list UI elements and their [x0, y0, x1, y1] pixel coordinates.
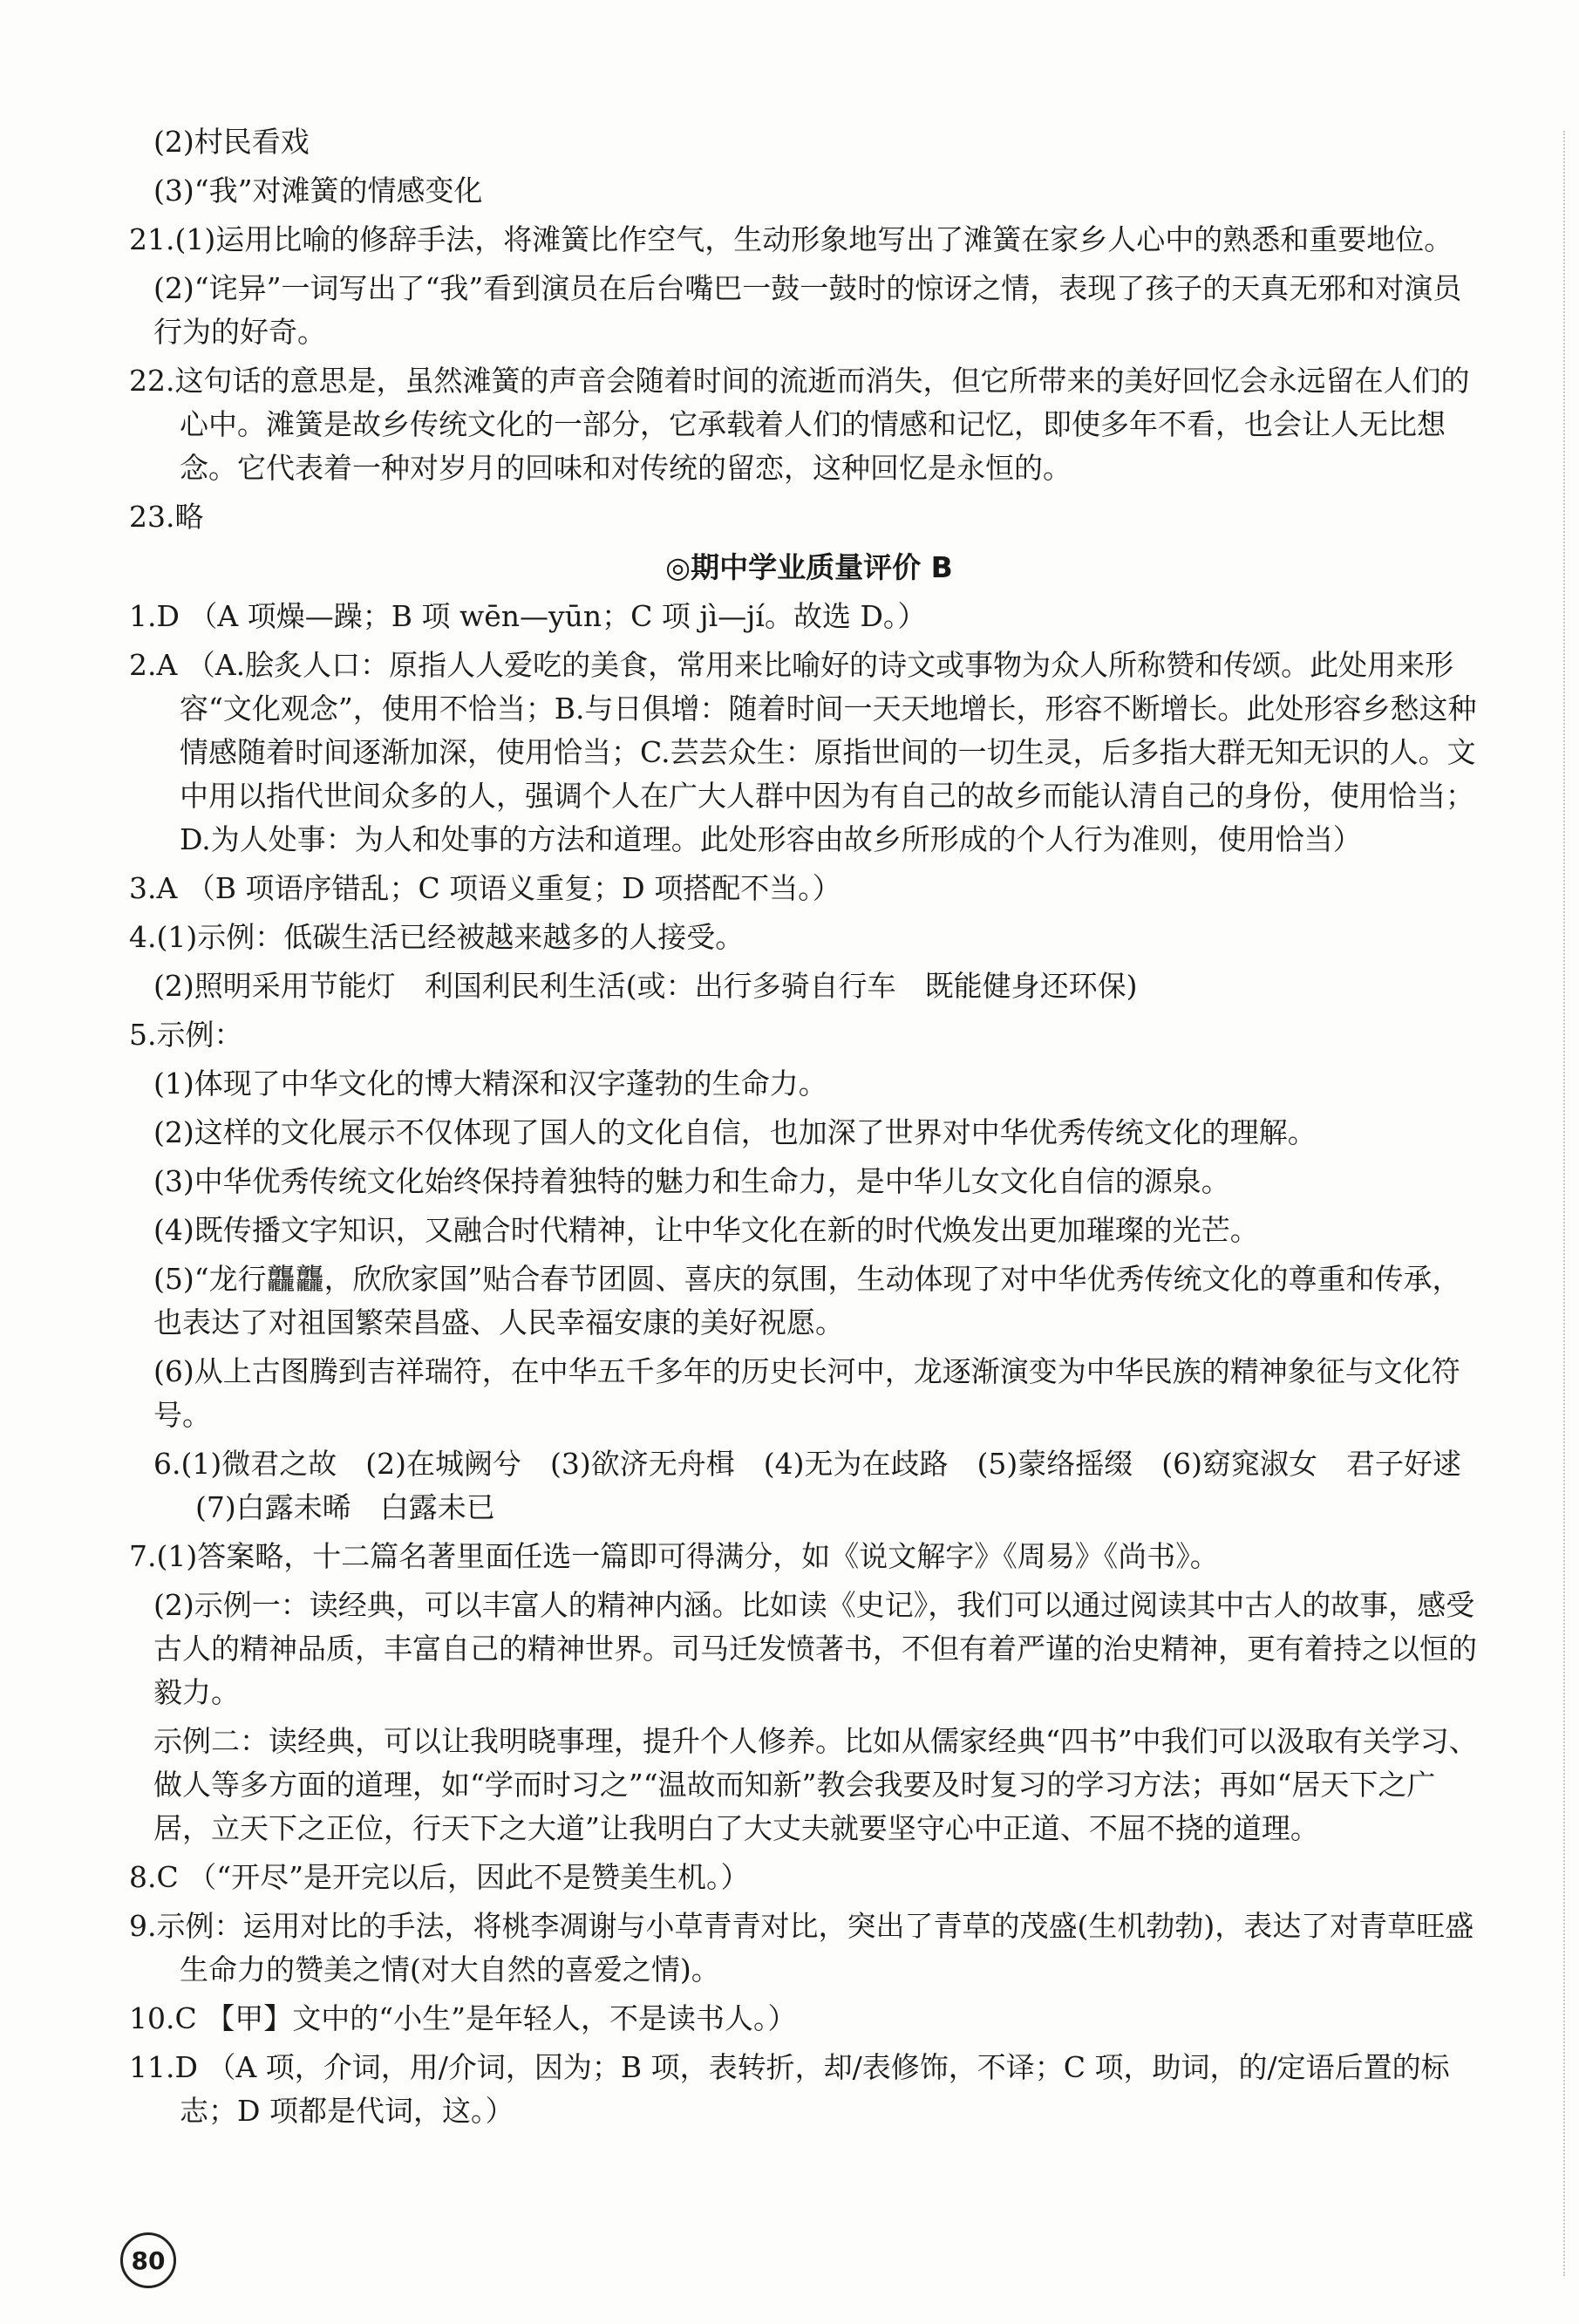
- answer-line: (2)村民看戏: [153, 125, 310, 159]
- answer-line: (2)“诧异”一词写出了“我”看到演员在后台嘴巴一鼓一鼓时的惊讶之情，表现了孩子的天真无邪和对演员行为的好奇。: [153, 271, 1462, 349]
- answer-line: 11.D （A 项，介词，用/介词，因为；B 项，表转折，却/表修饰，不译；C 项，助词，的/定语后置的标志；D 项都是代词，这。）: [129, 2050, 1450, 2128]
- answer-line: 23.略: [129, 500, 204, 534]
- answer-line: (6)从上古图腾到吉祥瑞符，在中华五千多年的历史长河中，龙逐渐演变为中华民族的精神象征与文化符号。: [153, 1354, 1460, 1432]
- answer-line: 4.(1)示例：低碳生活已经被越来越多的人接受。: [129, 920, 745, 954]
- answer-line: (2)这样的文化展示不仅体现了国人的文化自信，也加深了世界对中华优秀传统文化的理解。: [153, 1115, 1317, 1149]
- answer-line: 6.(1)微君之故 (2)在城阙兮 (3)欲济无舟楫 (4)无为在歧路 (5)蒙络摇缀 (6)窈窕淑女 君子好逑 (7)白露未晞 白露未已: [153, 1447, 1490, 1524]
- answer-line: (3)“我”对滩簧的情感变化: [153, 174, 483, 208]
- answer-line: (1)体现了中华文化的博大精深和汉字蓬勃的生命力。: [153, 1067, 827, 1101]
- answer-line: 21.(1)运用比喻的修辞手法，将滩簧比作空气，生动形象地写出了滩簧在家乡人心中的熟悉和重要地位。: [129, 222, 1453, 256]
- answer-line: 2.A （A.脍炙人口：原指人人爱吃的美食，常用来比喻好的诗文或事物为众人所称赞和传颂。此处用来形容“文化观念”，使用不恰当；B.与日俱增：随着时间一天天地增长，形容不断增长。此处形容乡愁这种情感随着时间逐渐加深，使用恰当；C.芸芸众生：原指世间的一切生灵，后多指大群无知无识的人。文中用以指代世间众多的人，强调个人在广大人群中因为有自己的故乡而能认清自己的身份，使用恰当；D.为人处事：为人和处事的方法和道理。此处形容由故乡所形成的个人行为准则，使用恰当）: [129, 648, 1477, 856]
- answer-line: 10.C 【甲】文中的“小生”是年轻人，不是读书人。）: [129, 2001, 797, 2035]
- answer-line: 1.D （A 项燥—躁；B 项 wēn—yūn；C 项 jì—jí。故选 D。）: [129, 599, 927, 633]
- answer-line: 9.示例：运用对比的手法，将桃李凋谢与小草青青对比，突出了青草的茂盛(生机勃勃)，表达了对青草旺盛生命力的赞美之情(对大自然的喜爱之情)。: [129, 1909, 1474, 1987]
- page-number: 80: [120, 2232, 176, 2288]
- answer-line: (2)照明采用节能灯 利国利民利生活(或：出行多骑自行车 既能健身还环保): [153, 969, 1138, 1003]
- answer-line: 示例二：读经典，可以让我明晓事理，提升个人修养。比如从儒家经典“四书”中我们可以汲取有关学习、做人等多方面的道理，如“学而时习之”“温故而知新”教会我要及时复习的学习方法；再如“居天下之广居，立天下之正位，行天下之大道”让我明白了大丈夫就要坚守心中正道、不屈不挠的道理。: [153, 1724, 1478, 1845]
- margin-rule: [1563, 131, 1565, 2276]
- answer-line: (5)“龙行龘龘，欣欣家国”贴合春节团圆、喜庆的氛围，生动体现了对中华优秀传统文化的尊重和传承，也表达了对祖国繁荣昌盛、人民幸福安康的美好祝愿。: [153, 1262, 1461, 1339]
- section-title: ◎期中学业质量评价 B: [665, 550, 953, 584]
- answer-line: 5.示例：: [129, 1018, 243, 1052]
- answer-line: (4)既传播文字知识，又融合时代精神，让中华文化在新的时代焕发出更加璀璨的光芒。: [153, 1213, 1259, 1247]
- answer-line: 7.(1)答案略，十二篇名著里面任选一篇即可得满分，如《说文解字》《周易》《尚书》。: [129, 1539, 1219, 1573]
- answer-line: 22.这句话的意思是，虽然滩簧的声音会随着时间的流逝而消失，但它所带来的美好回忆会永远留在人们的心中。滩簧是故乡传统文化的一部分，它承载着人们的情感和记忆，即使多年不看，也会让人无比想念。它代表着一种对岁月的回味和对传统的留恋，这种回忆是永恒的。: [129, 364, 1470, 485]
- answer-line: 8.C （“开尽”是开完以后，因此不是赞美生机。）: [129, 1860, 750, 1894]
- answer-line: (3)中华优秀传统文化始终保持着独特的魅力和生命力，是中华儿女文化自信的源泉。: [153, 1164, 1230, 1198]
- answer-line: 3.A （B 项语序错乱；C 项语义重复；D 项搭配不当。）: [129, 871, 841, 905]
- answer-line: (2)示例一：读经典，可以丰富人的精神内涵。比如读《史记》，我们可以通过阅读其中古人的故事，感受古人的精神品质，丰富自己的精神世界。司马迁发愤著书，不但有着严谨的治史精神，更有着持之以恒的毅力。: [153, 1588, 1477, 1709]
- answer-content: [129, 120, 1489, 2138]
